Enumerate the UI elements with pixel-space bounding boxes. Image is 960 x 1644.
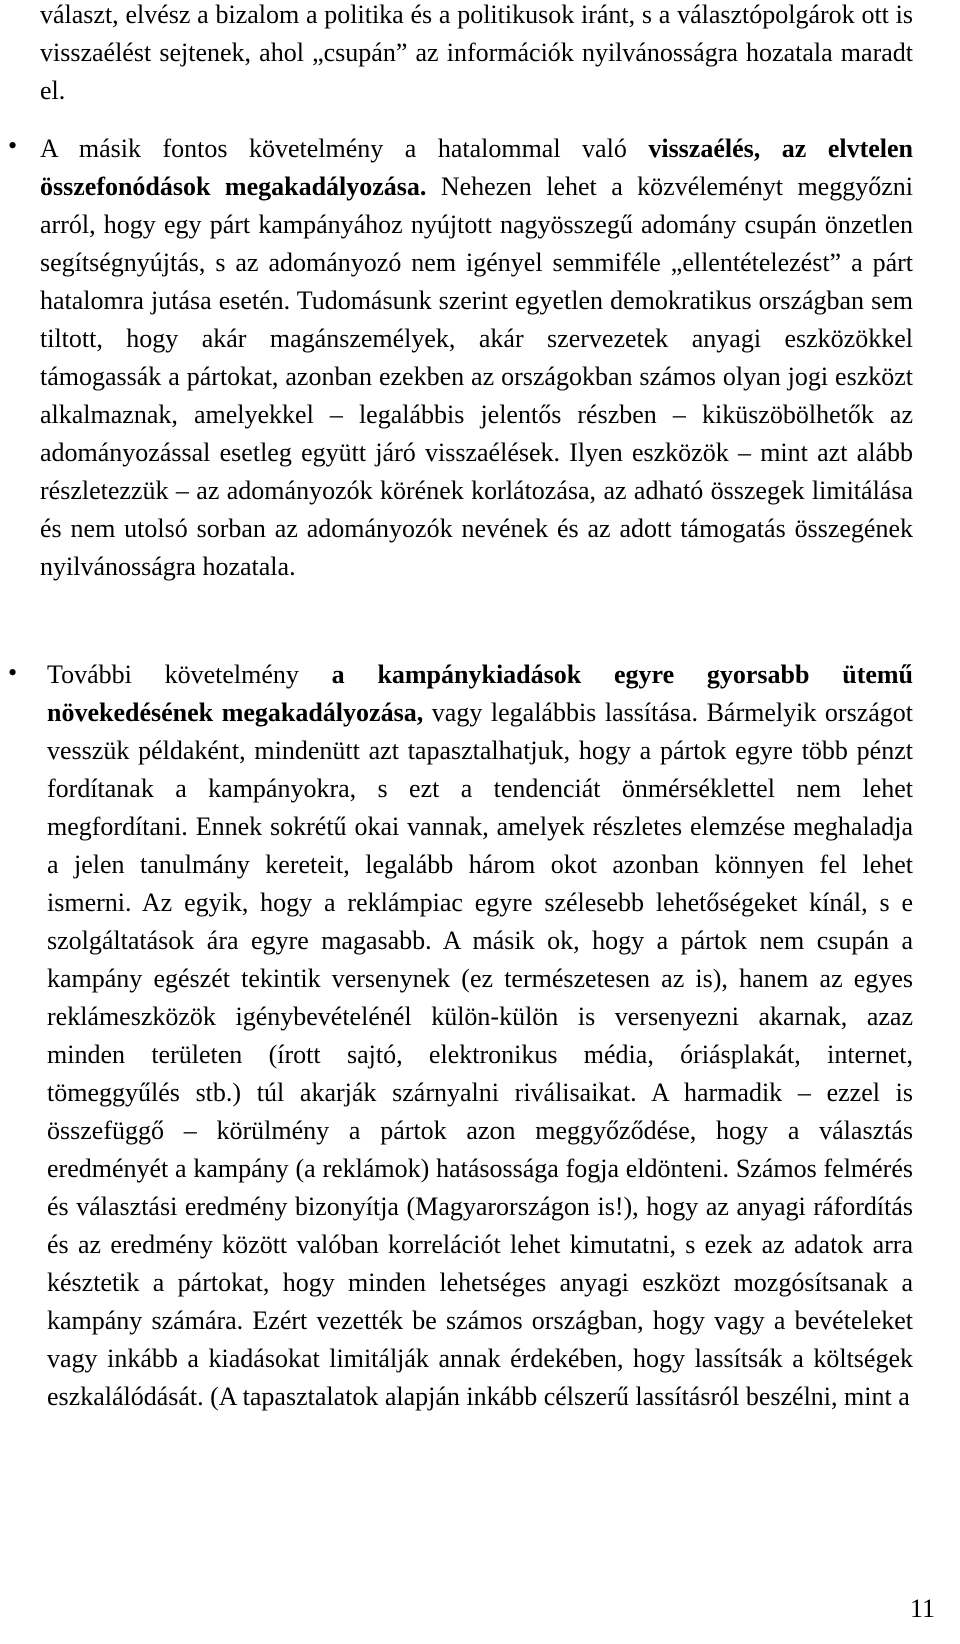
bullet-1-emphasis: visszaélés, az elvtelen összefonódások megakadályozása. — [40, 134, 914, 201]
bullet-point-1: • — [8, 131, 18, 160]
bullet-2-body: vagy legalábbis lassítása. Bármelyik országot vesszük példaként, mindenütt azt tapasztalhatjuk, hogy a pártok egyre több pénzt fordítanak a kampányokra, s ezt a tendenciát önmérséklettel nem lehet megfordítani. Ennek sokrétű okai vannak, amelyek részletes elemzése meghaladja a jelen tanulmány kereteit, legalább három okot azonban könnyen fel lehet ismerni. Az egyik, hogy a reklámpiac egyre szélesebb lehetőségeket kínál, s e szolgáltatások ára egyre magasabb. A másik ok, hogy a pártok nem csupán a kampány egészét tekintik versenynek (ez természetesen az is), hanem az egyes reklámeszközök igénybevételénél külön-külön is versenyezni akarnak, azaz minden területen (írott sajtó, elektronikus média, óriásplakát, internet, tömeggyűlés stb.) túl akarják szárnyalni riválisaikat. A harmadik – ezzel is összefüggő – körülmény a pártok azon meggyőződése, hogy a választás eredményét a kampány (a reklámok) hatásossága fogja eldönteni. Számos felmérés és választási eredmény bizonyítja (Magyarországon is!), hogy az anyagi ráfordítás és az eredmény között valóban korrelációt lehet kimutatni, s ezek az adatok arra késztetik a pártokat, hogy minden lehetséges anyagi eszközt mozgósítsanak a kampány számára. Ezért vezették be számos országban, hogy vagy a bevételeket vagy inkább a kiadásokat limitálják annak érdekében, hogy lassítsák a költségek eszkalálódását. (A tapasztalatok alapján inkább célszerű lassításról beszélni, mint a — [47, 698, 913, 1411]
bullet-2-lead: További követelmény — [47, 660, 332, 689]
bullet-1-body: Nehezen lehet a közvéleményt meggyőzni arról, hogy egy párt kampányához nyújtott nagyösszegű adomány csupán önzetlen segítségnyújtás, s az adományozó nem igényel semmiféle „ellentételezést” a párt hatalomra jutása esetén. Tudomásunk szerint egyetlen demokratikus országban sem tiltott, hogy akár magánszemélyek, akár szervezetek anyagi eszközökkel támogassák a pártokat, azonban ezekben az országokban számos olyan jogi eszközt alkalmaznak, amelyekkel – legalábbis jelentős részben – kiküszöbölhetők az adományozással esetleg együtt járó visszaélések. Ilyen eszközök – mint azt alább részletezzük – az adományozók körének korlátozása, az adható összegek limitálása és nem utolsó sorban az adományozók nevének és az adott támogatás összegének nyilvánosságra hozatala. — [40, 172, 913, 581]
continuation-paragraph: választ, elvész a bizalom a politika és a politikusok iránt, s a választópolgárok ott is visszaélést sejtenek, ahol „csupán” az információk nyilvánosságra hozatala maradt el. — [40, 0, 913, 105]
bullet-point-2: • — [8, 658, 18, 687]
bullet-paragraph-2 — [47, 656, 913, 1416]
bullet-2-emphasis: a kampánykiadások egyre gyorsabb ütemű növekedésének megakadályozása, — [47, 660, 914, 727]
bullet-1-lead: A másik fontos követelmény a hatalommal való — [40, 134, 649, 163]
bullet-paragraph-1 — [40, 130, 913, 586]
page-number: 11 — [909, 1594, 935, 1623]
